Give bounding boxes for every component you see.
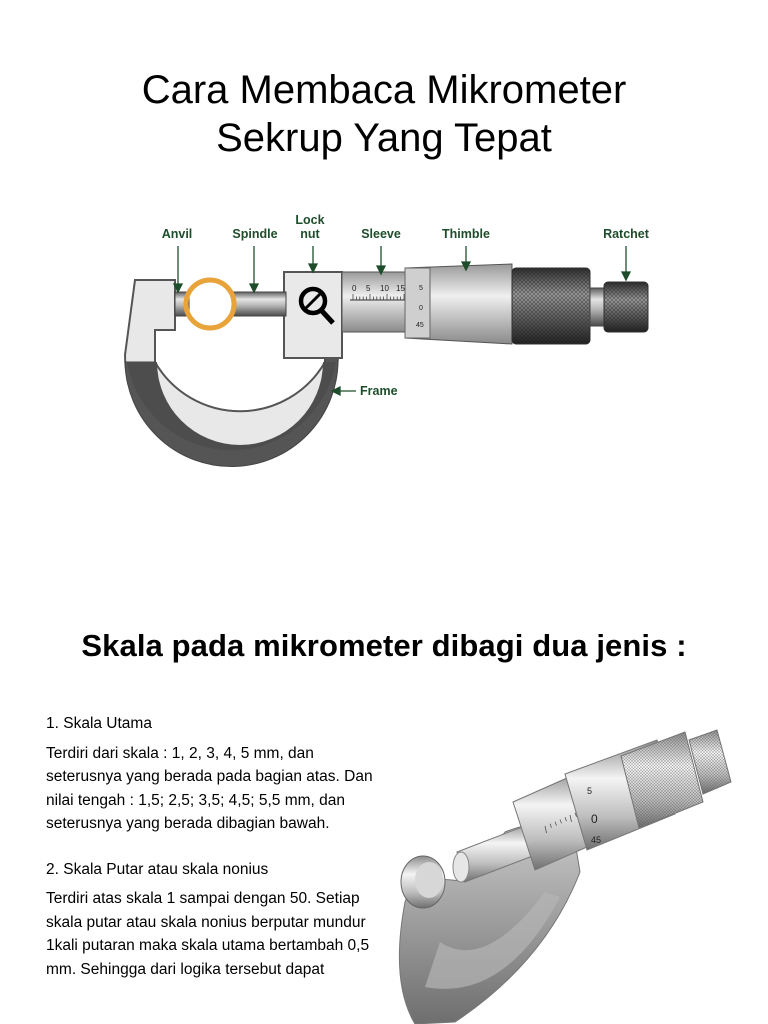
section-2-text: Terdiri atas skala 1 sampai dengan 50. Setiap skala putar atau skala nonius berputar mundur 1kali putaran maka skala utama bertambah 0,5 mm. Sehingga dari logika tersebut dapat (46, 890, 370, 978)
sleeve-scale-5: 5 (366, 284, 371, 293)
thimble-scale-5: 5 (419, 285, 423, 292)
thimble-scale-45: 45 (416, 322, 424, 329)
workpiece-ring (186, 280, 234, 328)
label-thimble: Thimble (442, 227, 490, 241)
title-line-1: Cara Membaca Mikrometer (141, 68, 627, 112)
label-ratchet: Ratchet (603, 227, 649, 241)
sleeve-scale-10: 10 (380, 284, 389, 293)
photo-scale-5: 5 (587, 786, 593, 796)
micrometer-photo (395, 722, 735, 1024)
label-sleeve: Sleeve (361, 227, 401, 241)
sleeve-scale-15: 15 (396, 284, 405, 293)
label-anvil: Anvil (161, 227, 193, 241)
section-1-title: 1. Skala Utama (46, 715, 152, 732)
slide-2 (0, 512, 768, 1024)
sleeve-scale-0: 0 (352, 284, 357, 293)
label-nut: nut (300, 227, 320, 241)
slide-2-heading: Skala pada mikrometer dibagi dua jenis : (81, 628, 687, 663)
label-frame: Frame (360, 384, 398, 398)
section-1-text: Terdiri dari skala : 1, 2, 3, 4, 5 mm, dan seterusnya yang berada pada bagian atas. Dan nilai tengah : 1,5; 2,5; 3,5; 4,5; 5,5 mm, dan seterusnya yang berada dibagian bawah. (46, 744, 373, 832)
section-2-title: 2. Skala Putar atau skala nonius (46, 860, 269, 878)
label-spindle: Spindle (232, 227, 278, 241)
ratchet-part (590, 282, 648, 332)
label-lock: Lock (295, 213, 325, 227)
photo-scale-45: 45 (591, 835, 602, 845)
slide-2-body (46, 712, 376, 981)
photo-anvil (401, 856, 445, 908)
thimble-grip (512, 268, 590, 344)
title-line-2: Sekrup Yang Tepat (216, 116, 552, 160)
spindle-part (232, 292, 286, 316)
thimble-scale-0: 0 (419, 305, 423, 312)
photo-scale-0: 0 (591, 812, 598, 826)
